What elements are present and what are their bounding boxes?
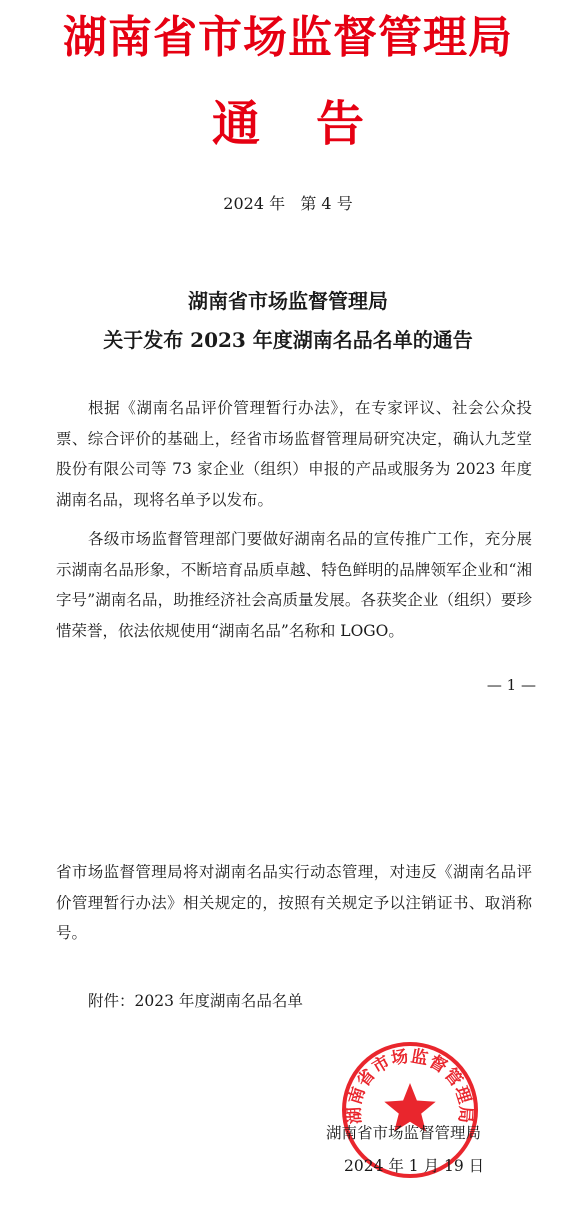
signature-date: 2024 年 1 月 19 日 [344, 1157, 485, 1175]
doc-number: 2024 年 第 4 号 [223, 194, 353, 213]
attachment-note: 附件：2023 年度湖南名品名单 [88, 992, 303, 1010]
document-title-line-2: 关于发布 2023 年度湖南名品名单的通告 [103, 328, 473, 352]
document-title-line-1: 湖南省市场监督管理局 [188, 289, 388, 313]
body-paragraph-2: 各级市场监督管理部门要做好湖南名品的宣传推广工作，充分展示湖南名品形象，不断培育品质卓越、特色鲜明的品牌领军企业和“湘字号”湖南名品，助推经济社会高质量发展。各获奖企业（组织）要珍惜荣誉，依法依规使用“湖南名品”名称和 LOGO。 [56, 530, 532, 640]
body-paragraph-3: 省市场监督管理局将对湖南名品实行动态管理，对违反《湖南名品评价管理暂行办法》相关规定的，按照有关规定予以注销证书、取消称号。 [56, 863, 532, 942]
header-doc-type: 通告 [211, 96, 420, 152]
body-paragraph-1: 根据《湖南名品评价管理暂行办法》，在专家评议、社会公众投票、综合评价的基础上，经省市场监督管理局研究决定，确认九芝堂股份有限公司等 73 家企业（组织）申报的产品或服务为 2023 年度湖南名品，现将名单予以发布。 [56, 399, 532, 509]
signature-organization: 湖南省市场监督管理局 [326, 1124, 482, 1142]
page-number: — 1 — [486, 676, 536, 694]
header-organization: 湖南省市场监督管理局 [63, 12, 513, 63]
seal-text: 湖南省市场监督管理局 [344, 1046, 476, 1125]
